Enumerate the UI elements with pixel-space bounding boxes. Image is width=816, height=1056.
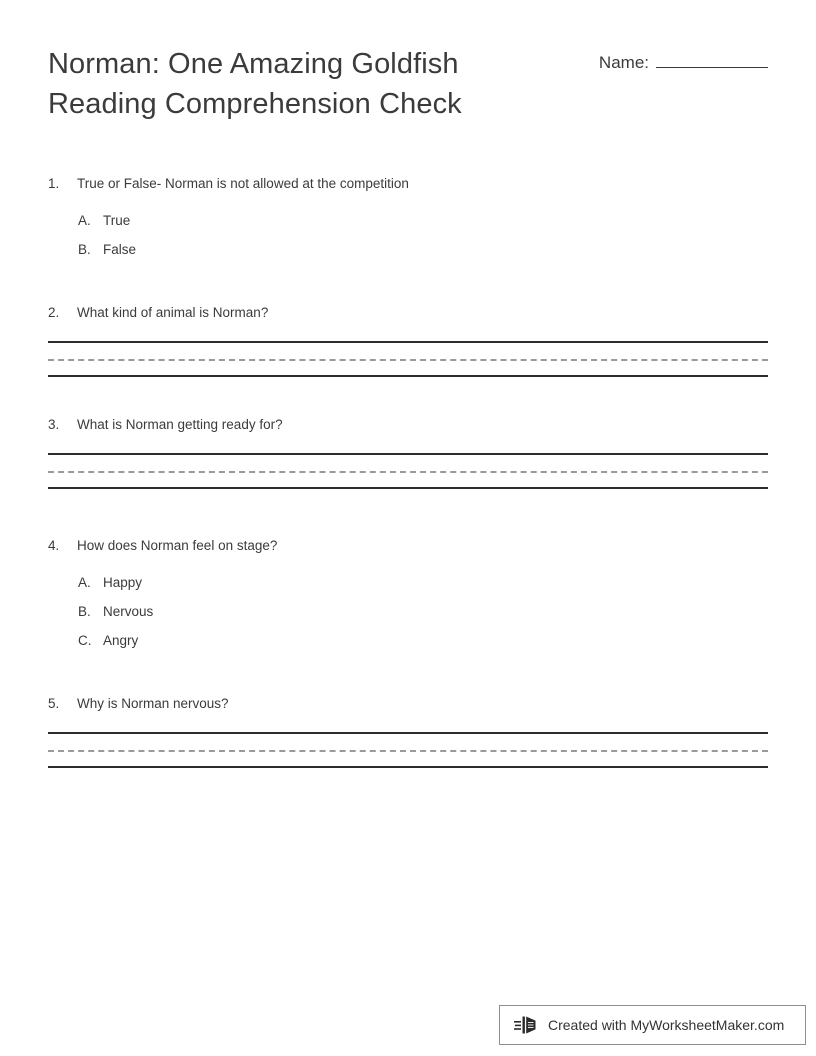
answer-lines[interactable] — [48, 732, 768, 780]
choice-letter: B. — [78, 604, 91, 619]
name-field[interactable] — [599, 53, 768, 73]
choice-text: Happy — [103, 575, 143, 590]
question-item-2 — [48, 301, 768, 389]
answer-lines[interactable] — [48, 453, 768, 501]
created-with-badge-text: Created with MyWorksheetMaker.com — [548, 1017, 785, 1033]
choice-text: Nervous — [103, 604, 154, 619]
question-row — [48, 301, 768, 325]
question-number: 2. — [48, 305, 60, 320]
choice-letter: B. — [78, 242, 91, 257]
answer-line-solid-bottom — [48, 375, 768, 377]
question-row — [48, 172, 768, 196]
question-number: 5. — [48, 696, 60, 711]
question-item-1 — [48, 172, 768, 271]
spacer — [48, 271, 768, 301]
question-item-4 — [48, 534, 768, 662]
choice-option[interactable] — [48, 633, 768, 662]
spacer — [48, 501, 768, 534]
choice-letter: C. — [78, 633, 92, 648]
answer-line-solid-top — [48, 732, 768, 734]
name-field-blank[interactable] — [656, 53, 768, 68]
choice-letter: A. — [78, 213, 91, 228]
choice-option[interactable] — [48, 242, 768, 271]
question-number: 1. — [48, 176, 60, 191]
question-text: True or False- Norman is not allowed at the competition — [77, 176, 409, 191]
page-title — [48, 44, 568, 124]
choice-list — [48, 213, 768, 271]
spacer — [48, 389, 768, 413]
question-number: 3. — [48, 417, 60, 432]
question-item-5 — [48, 692, 768, 780]
question-number: 4. — [48, 538, 60, 553]
worksheet-header — [48, 44, 768, 124]
answer-lines[interactable] — [48, 341, 768, 389]
choice-text: Angry — [103, 633, 139, 648]
choice-list — [48, 575, 768, 662]
choice-option[interactable] — [48, 575, 768, 604]
answer-line-dashed-middle — [48, 750, 768, 752]
spacer — [48, 662, 768, 692]
answer-line-dashed-middle — [48, 359, 768, 361]
page-title-line-2: Reading Comprehension Check — [48, 88, 462, 120]
choice-text: False — [103, 242, 137, 257]
question-text: How does Norman feel on stage? — [77, 538, 278, 553]
answer-line-dashed-middle — [48, 471, 768, 473]
choice-option[interactable] — [48, 213, 768, 242]
question-text: What is Norman getting ready for? — [77, 417, 283, 432]
questions-list — [48, 172, 768, 780]
answer-line-solid-top — [48, 453, 768, 455]
answer-line-solid-bottom — [48, 766, 768, 768]
answer-line-solid-top — [48, 341, 768, 343]
question-row — [48, 534, 768, 558]
answer-line-solid-bottom — [48, 487, 768, 489]
question-row — [48, 692, 768, 716]
name-field-label: Name: — [598, 53, 649, 72]
question-item-3 — [48, 413, 768, 501]
choice-text: True — [103, 213, 131, 228]
question-row — [48, 413, 768, 437]
question-text: What kind of animal is Norman? — [77, 305, 269, 320]
worksheet-maker-logo-icon — [514, 1013, 540, 1037]
choice-option[interactable] — [48, 604, 768, 633]
question-text: Why is Norman nervous? — [77, 696, 229, 711]
created-with-badge[interactable] — [499, 1005, 806, 1045]
choice-letter: A. — [78, 575, 91, 590]
page-title-line-1: Norman: One Amazing Goldfish — [48, 48, 459, 80]
